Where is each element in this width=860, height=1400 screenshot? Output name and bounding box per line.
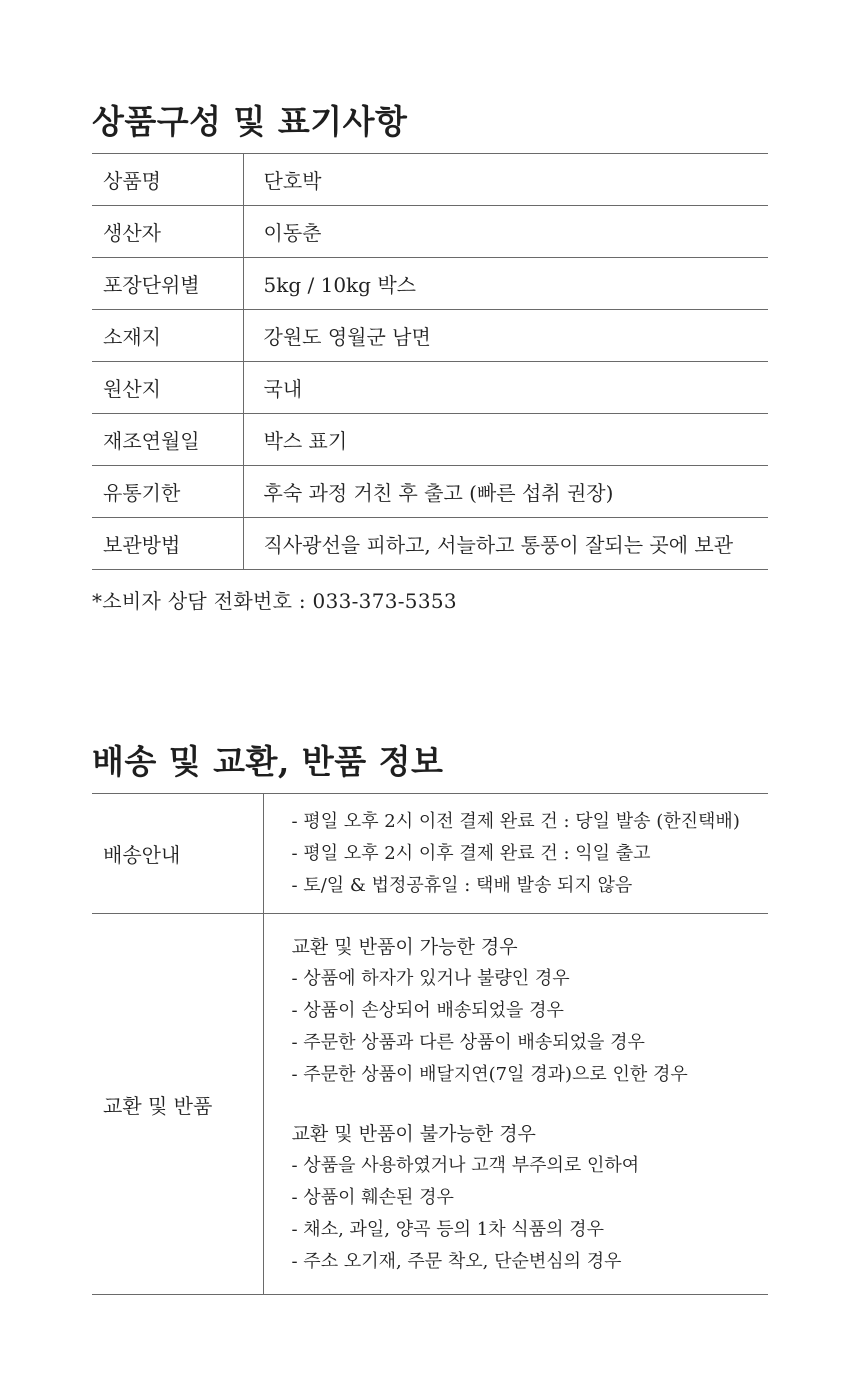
row-value: 단호박 [243, 154, 768, 206]
spacer [292, 1091, 769, 1118]
table-row [92, 362, 768, 414]
exchange-row [92, 914, 768, 1295]
row-label: 생산자 [92, 206, 243, 258]
list-item: - 토/일 & 법정공휴일 : 택배 발송 되지 않음 [291, 874, 633, 896]
list-item: - 상품이 훼손된 경우 [291, 1186, 454, 1208]
list-item: - 평일 오후 2시 이전 결제 완료 건 : 당일 발송 (한진택배) [291, 810, 740, 832]
list-item: - 평일 오후 2시 이후 결제 완료 건 : 익일 출고 [291, 842, 651, 864]
delivery-label: 배송안내 [92, 794, 263, 914]
list-item: - 주문한 상품과 다른 상품이 배송되었을 경우 [291, 1031, 645, 1053]
product-info-title: 상품구성 및 표기사항 [92, 102, 408, 141]
row-value: 직사광선을 피하고, 서늘하고 통풍이 잘되는 곳에 보관 [243, 518, 768, 570]
table-row [92, 154, 768, 206]
consumer-phone-note: *소비자 상담 전화번호 : 033-373-5353 [92, 589, 457, 613]
delivery-content [263, 794, 768, 914]
delivery-row [92, 794, 768, 914]
list-item: - 주소 오기재, 주문 착오, 단순변심의 경우 [291, 1250, 622, 1272]
table-row [92, 466, 768, 518]
row-value: 강원도 영월군 남면 [243, 310, 768, 362]
list-item: - 채소, 과일, 양곡 등의 1차 식품의 경우 [291, 1218, 604, 1240]
product-info-table [92, 153, 768, 570]
row-value: 국내 [243, 362, 768, 414]
table-row [92, 518, 768, 570]
table-row [92, 310, 768, 362]
table-row [92, 258, 768, 310]
shipping-info-title: 배송 및 교환, 반품 정보 [92, 742, 444, 781]
row-label: 유통기한 [92, 466, 243, 518]
row-value: 박스 표기 [243, 414, 768, 466]
exchange-possible-title: 교환 및 반품이 가능한 경우 [291, 935, 518, 958]
list-item: - 상품에 하자가 있거나 불량인 경우 [291, 967, 570, 989]
list-item: - 주문한 상품이 배달지연(7일 경과)으로 인한 경우 [291, 1063, 688, 1085]
row-label: 상품명 [92, 154, 243, 206]
shipping-info-table [92, 793, 768, 1295]
list-item: - 상품이 손상되어 배송되었을 경우 [291, 999, 564, 1021]
row-label: 보관방법 [92, 518, 243, 570]
row-label: 포장단위별 [92, 258, 243, 310]
row-label: 원산지 [92, 362, 243, 414]
list-item: - 상품을 사용하였거나 고객 부주의로 인하여 [291, 1154, 640, 1176]
table-row [92, 414, 768, 466]
row-value: 5kg / 10kg 박스 [243, 258, 768, 310]
exchange-impossible-title: 교환 및 반품이 불가능한 경우 [291, 1122, 536, 1145]
table-row [92, 206, 768, 258]
row-value: 후숙 과정 거친 후 출고 (빠른 섭취 권장) [243, 466, 768, 518]
exchange-content [263, 914, 768, 1295]
row-label: 소재지 [92, 310, 243, 362]
exchange-label: 교환 및 반품 [92, 914, 263, 1295]
row-label: 재조연월일 [92, 414, 243, 466]
row-value: 이동춘 [243, 206, 768, 258]
